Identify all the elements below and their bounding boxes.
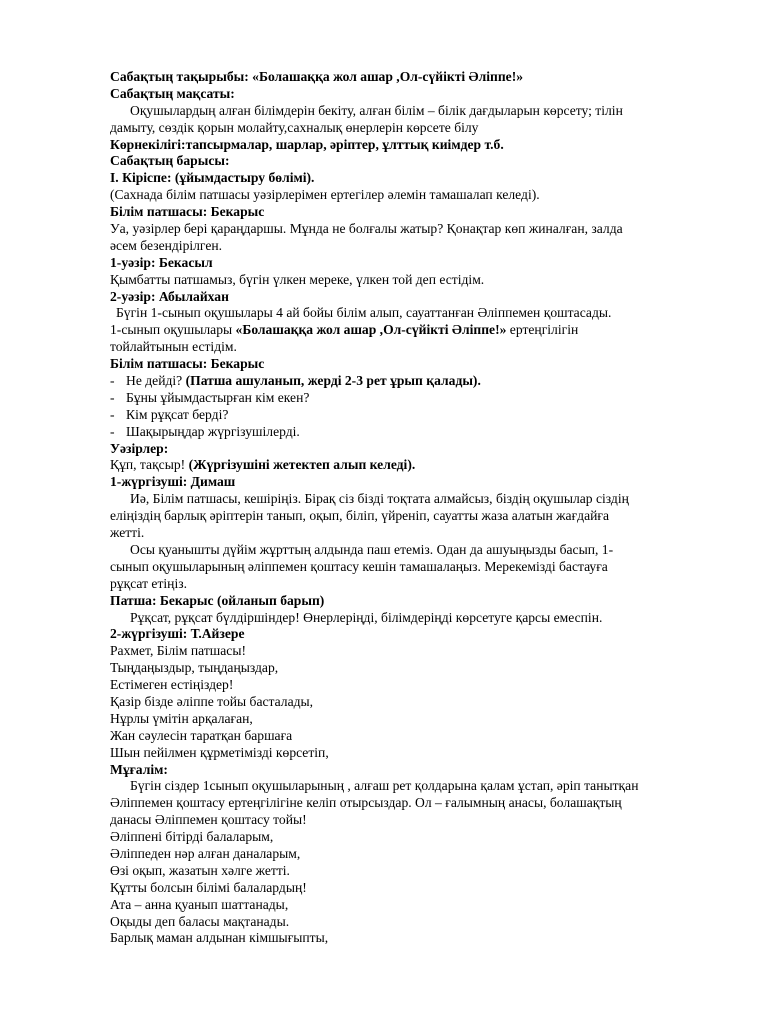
dialogue-text: Құп, тақсыр! — [110, 457, 189, 473]
visual-aids: Көрнекілігі:тапсырмалар, шарлар, әріптер, ұлттық киімдер т.б. — [110, 136, 504, 152]
dialogue-line: данасы Әліппемен қоштасу тойы! — [110, 812, 307, 828]
poem-line: Әліппені бітірді балаларым, — [110, 829, 274, 845]
lesson-topic: Сабақтың тақырыбы: «Болашаққа жол ашар ,Ол-сүйікті Әліппе!» — [110, 69, 524, 84]
lesson-aim-line: Оқушылардың алған білімдерін бекіту, алған білім – білік дағдыларын көрсету; тілін — [130, 102, 623, 118]
poem-line: Құтты болсын білімі балалардың! — [110, 879, 307, 895]
speaker-label: 2-уәзір: Абылайхан — [110, 288, 229, 304]
dialogue-line: Қымбатты патшамыз, бүгін үлкен мереке, үлкен той деп естідім. — [110, 271, 485, 287]
dialogue-line: Рұқсат, рұқсат бүлдіршіндер! Өнерлеріңді, білімдеріңді көрсетуге қарсы емеспін. — [130, 609, 603, 625]
list-dash: - — [110, 373, 115, 389]
dialogue-line: жетті. — [110, 525, 145, 541]
poem-line: Жан сәулесін таратқан баршаға — [110, 727, 293, 743]
poem-line: Барлық маман алдынан кімшығыпты, — [110, 930, 329, 946]
poem-line: Шын пейілмен құрметімізді көрсетіп, — [110, 744, 329, 760]
dialogue-line: рұқсат етіңіз. — [110, 575, 187, 591]
dialogue-line: Уа, уәзірлер бері қараңдаршы. Мұнда не болғалы жатыр? Қонақтар көп жиналған, залда — [110, 221, 623, 237]
lesson-course-heading: Сабақтың барысы: — [110, 153, 230, 169]
stage-direction: (Жүргізушіні жетектеп алып келеді). — [188, 457, 416, 473]
list-dash: - — [110, 389, 115, 405]
dialogue-line: Бүгін 1-сынып оқушылары 4 ай бойы білім алып, сауаттанған Әліппемен қоштасады. — [116, 305, 612, 321]
dialogue-line: Бүгін сіздер 1сынып оқушыларының , алғаш рет қолдарына қалам ұстап, әріп танытқан — [130, 778, 639, 794]
speaker-label: 1-жүргізуші: Димаш — [110, 474, 236, 490]
speaker-label: Білім патшасы: Бекарыс — [110, 356, 265, 372]
poem-line: Әліппеден нәр алған даналарым, — [110, 845, 301, 861]
dash-list-item — [110, 373, 695, 390]
poem-line: Ата – анна қуанып шаттанады, — [110, 896, 289, 912]
stage-direction: (Сахнада білім патшасы уәзірлерімен ертегілер әлемін тамашалап келеді). — [110, 187, 540, 203]
speaker-label: 2-жүргізуші: Т.Айзере — [110, 626, 245, 642]
poem-line: Рахмет, Білім патшасы! — [110, 643, 246, 659]
dialogue-line: сынып оқушыларының әліппемен қоштасу кешін тамашалаңыз. Мерекемізді бастауға — [110, 558, 608, 574]
poem-line: Нұрлы үмітін арқалаған, — [110, 710, 253, 726]
poem-line: Тыңдаңыздыр, тыңдаңыздар, — [110, 660, 279, 676]
dialogue-line: Иә, Білім патшасы, кешіріңіз. Бірақ сіз бізді тоқтата алмайсыз, біздің оқушылар сіздің — [130, 491, 629, 507]
dash-list-item — [110, 390, 695, 407]
dialogue-line: әсем безендірілген. — [110, 237, 223, 253]
speaker-label: Уәзірлер: — [110, 440, 169, 456]
speaker-label: 1-уәзір: Бекасыл — [110, 254, 213, 270]
speaker-label: Мұғалім: — [110, 761, 168, 777]
poem-line: Оқыды деп баласы мақтанады. — [110, 913, 290, 929]
dialogue-text: Бұны ұйымдастырған кім екен? — [126, 389, 310, 405]
speaker-label: Білім патшасы: Бекарыс — [110, 204, 265, 220]
intro-heading: I. Кіріспе: (ұйымдастыру бөлімі). — [110, 170, 315, 186]
dialogue-line — [110, 322, 695, 339]
poem-line: Өзі оқып, жазатын хәлге жетті. — [110, 862, 290, 878]
dash-list-item — [110, 424, 695, 441]
dialogue-text: ертеңгілігін — [506, 322, 579, 338]
dialogue-text: Шақырыңдар жүргізушілерді. — [126, 423, 300, 439]
poem-line: Қазір бізде әліппе тойы басталады, — [110, 693, 314, 709]
stage-direction: (Патша ашуланып, жерді 2-3 рет ұрып қалады). — [185, 373, 481, 389]
lesson-document — [110, 69, 695, 947]
dialogue-text: Кім рұқсат берді? — [126, 406, 229, 422]
dash-list-item — [110, 407, 695, 424]
dialogue-text: 1-сынып оқушылары — [110, 322, 236, 338]
dialogue-line: Осы қуанышты дүйім жұрттың алдында паш етеміз. Одан да ашуыңызды басып, 1- — [130, 541, 614, 557]
dialogue-line: тойлайтынын естідім. — [110, 339, 237, 355]
dialogue-line — [110, 457, 695, 474]
list-dash: - — [110, 406, 115, 422]
event-title: «Болашаққа жол ашар ,Ол-сүйікті Әліппе!» — [235, 322, 507, 338]
dialogue-line: еліңіздің барлық әріптерін танып, оқып, біліп, үйреніп, сауатты жаза алатын жағдайға — [110, 508, 609, 524]
speaker-label: Патша: Бекарыс (ойланып барып) — [110, 592, 325, 608]
list-dash: - — [110, 423, 115, 439]
lesson-aim-heading: Сабақтың мақсаты: — [110, 85, 235, 101]
poem-line: Естімеген естіңіздер! — [110, 677, 234, 693]
dialogue-text: Не дейді? — [126, 373, 186, 389]
lesson-aim-line: дамыту, сөздік қорын молайту,сахналық өнерлерін көрсете білу — [110, 119, 479, 135]
dialogue-line: Әліппемен қоштасу ертеңгілігіне келіп отырсыздар. Ол – ғалымның анасы, болашақтың — [110, 795, 622, 811]
